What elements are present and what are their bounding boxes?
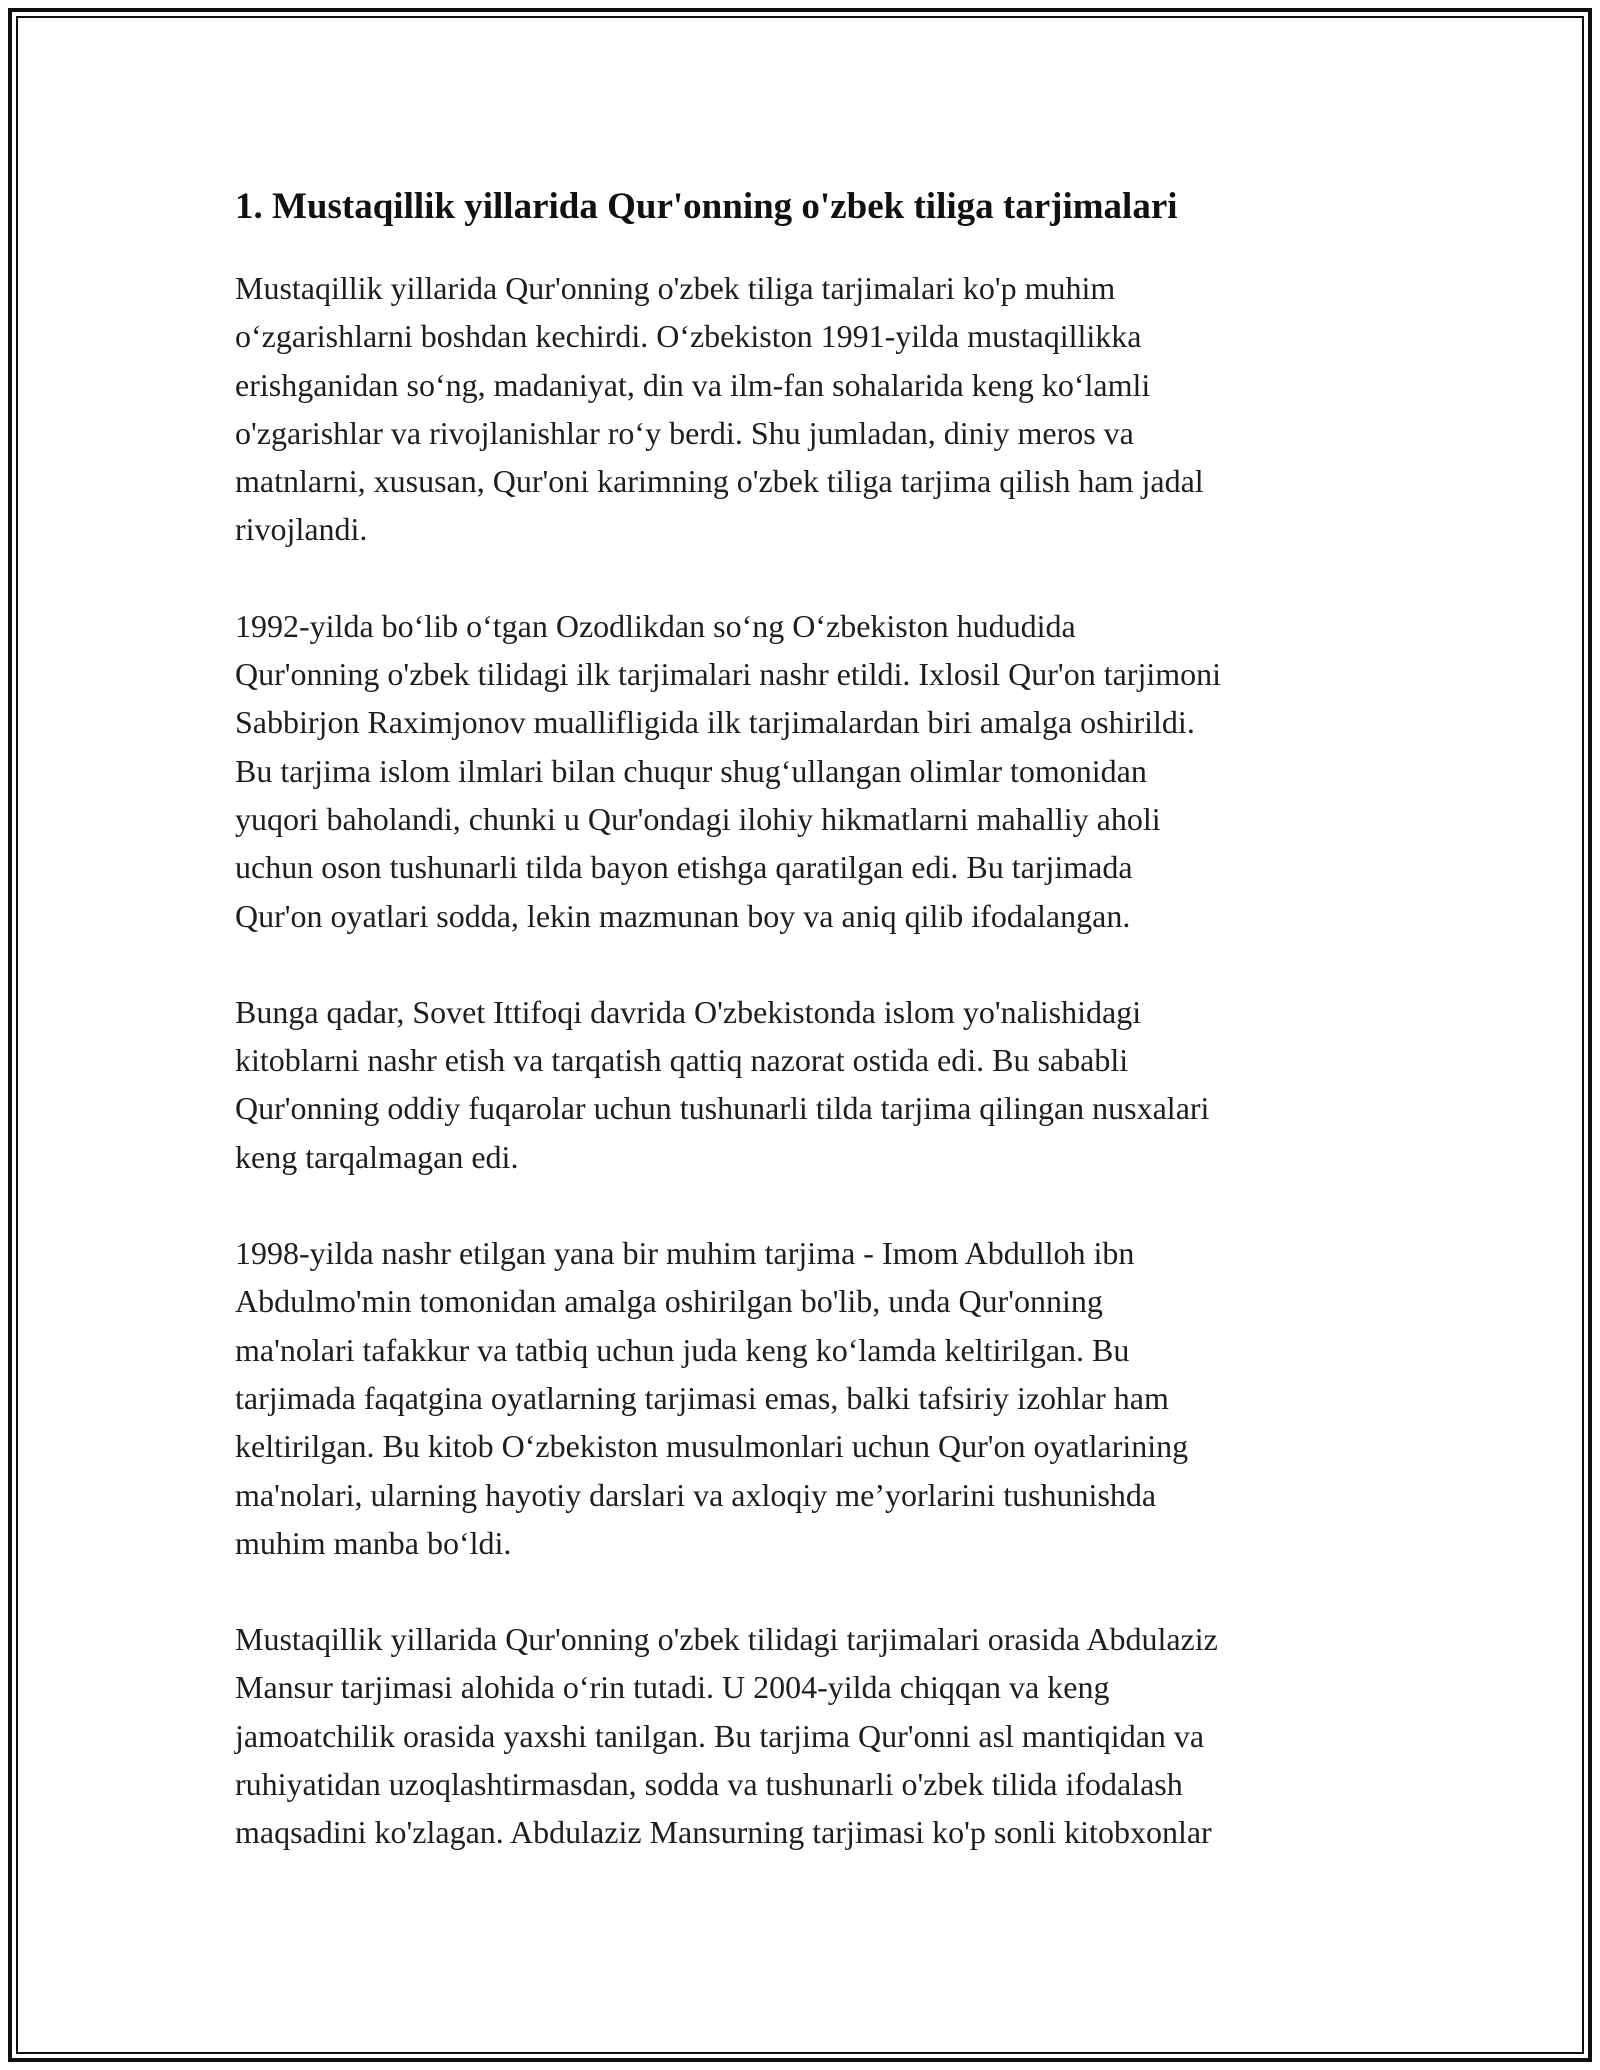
paragraph-line: Qur'on oyatlari sodda, lekin mazmunan boy va aniq qilib ifodalangan. xyxy=(235,897,1131,934)
paragraph-line: Bunga qadar, Sovet Ittifoqi davrida O'zbekistonda islom yo'nalishidagi xyxy=(235,993,1142,1030)
section-heading: 1. Mustaqillik yillarida Qur'onning o'zbek tiliga tarjimalari xyxy=(235,186,1178,227)
paragraph-line: keng tarqalmagan edi. xyxy=(235,1138,519,1175)
paragraph-line: erishganidan so‘ng, madaniyat, din va ilm-fan sohalarida keng ko‘lamli xyxy=(235,366,1151,403)
paragraph-line: jamoatchilik orasida yaxshi tanilgan. Bu tarjima Qur'onni asl mantiqidan va xyxy=(235,1717,1205,1754)
paragraph-line: uchun oson tushunarli tilda bayon etishga qaratilgan edi. Bu tarjimada xyxy=(235,849,1133,886)
paragraph xyxy=(235,602,1385,940)
paragraph-line: Sabbirjon Raximjonov muallifligida ilk tarjimalardan biri amalga oshirildi. xyxy=(235,704,1195,741)
paragraph-line: Abdulmo'min tomonidan amalga oshirilgan bo'lib, unda Qur'onning xyxy=(235,1283,1103,1320)
paragraph-line: o‘zgarishlarni boshdan kechirdi. O‘zbekiston 1991-yilda mustaqillikka xyxy=(235,318,1142,355)
paragraph-line: 1992-yilda bo‘lib o‘tgan Ozodlikdan so‘ng O‘zbekiston hududida xyxy=(235,607,1076,644)
paragraph-line: muhim manba bo‘ldi. xyxy=(235,1524,512,1561)
paragraph-line: ma'nolari, ularning hayotiy darslari va axloqiy me’yorlarini tushunishda xyxy=(235,1476,1157,1513)
paragraph-line: keltirilgan. Bu kitob O‘zbekiston musulmonlari uchun Qur'on oyatlarining xyxy=(235,1428,1189,1465)
paragraph-list xyxy=(235,264,1385,1857)
paragraph-line: yuqori baholandi, chunki u Qur'ondagi ilohiy hikmatlarni mahalliy aholi xyxy=(235,800,1161,837)
paragraph-line: rivojlandi. xyxy=(235,511,368,548)
paragraph-line: matnlarni, xususan, Qur'oni karimning o'zbek tiliga tarjima qilish ham jadal xyxy=(235,463,1204,500)
paragraph xyxy=(235,264,1385,554)
paragraph xyxy=(235,988,1385,1181)
paragraph-line: Mustaqillik yillarida Qur'onning o'zbek tilidagi tarjimalari orasida Abdulaziz xyxy=(235,1621,1218,1658)
paragraph-line: o'zgarishlar va rivojlanishlar ro‘y berdi. Shu jumladan, diniy meros va xyxy=(235,414,1134,451)
paragraph-line: Qur'onning o'zbek tilidagi ilk tarjimalari nashr etildi. Ixlosil Qur'on tarjimoni xyxy=(235,656,1221,693)
paragraph-line: ruhiyatidan uzoqlashtirmasdan, sodda va tushunarli o'zbek tilida ifodalash xyxy=(235,1766,1183,1803)
paragraph-line: Bu tarjima islom ilmlari bilan chuqur shug‘ullangan olimlar tomonidan xyxy=(235,752,1147,789)
paragraph xyxy=(235,1229,1385,1567)
paragraph-line: maqsadini ko'zlagan. Abdulaziz Mansurning tarjimasi ko'p sonli kitobxonlar xyxy=(235,1814,1212,1851)
paragraph-line: Mustaqillik yillarida Qur'onning o'zbek tiliga tarjimalari ko'p muhim xyxy=(235,270,1116,306)
paragraph xyxy=(235,1615,1385,1856)
paragraph-line: tarjimada faqatgina oyatlarning tarjimasi emas, balki tafsiriy izohlar ham xyxy=(235,1379,1169,1416)
paragraph-line: Mansur tarjimasi alohida o‘rin tutadi. U 2004-yilda chiqqan va keng xyxy=(235,1669,1110,1706)
paragraph-line: kitoblarni nashr etish va tarqatish qattiq nazorat ostida edi. Bu sababli xyxy=(235,1042,1129,1079)
paragraph-line: Qur'onning oddiy fuqarolar uchun tushunarli tilda tarjima qilingan nusxalari xyxy=(235,1090,1210,1127)
paragraph-line: 1998-yilda nashr etilgan yana bir muhim tarjima - Imom Abdulloh ibn xyxy=(235,1235,1135,1272)
document-body xyxy=(235,183,1385,1905)
paragraph-line: ma'nolari tafakkur va tatbiq uchun juda keng ko‘lamda keltirilgan. Bu xyxy=(235,1331,1130,1368)
